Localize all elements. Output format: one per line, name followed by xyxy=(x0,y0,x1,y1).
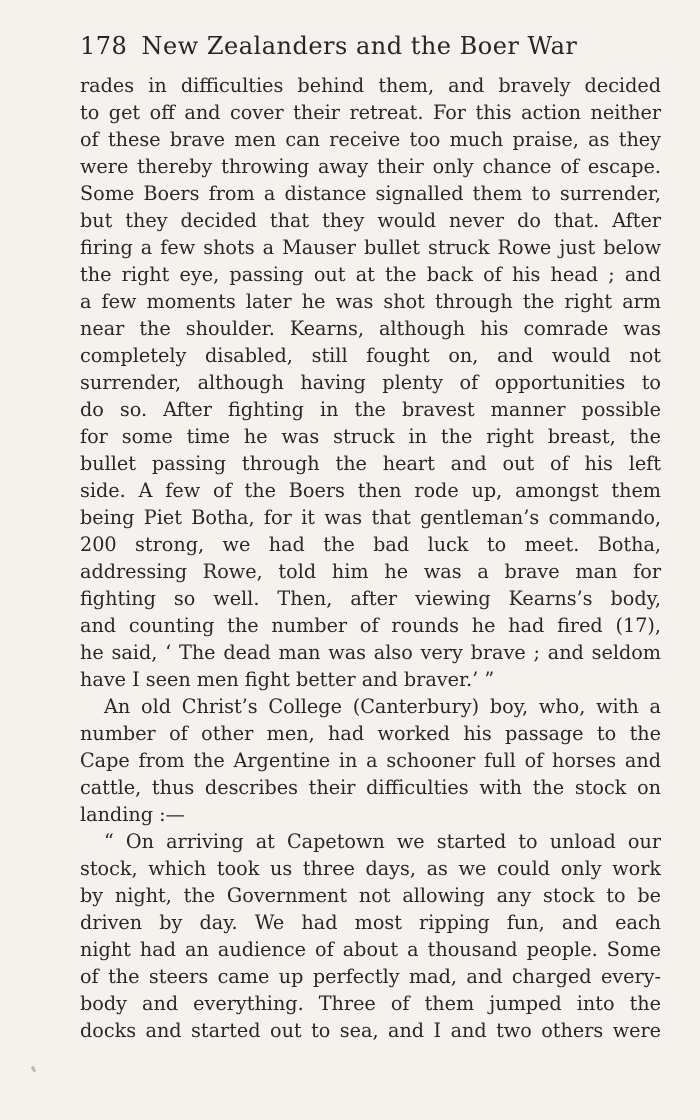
text-line: were thereby throwing away their only chance of escape. xyxy=(80,155,661,178)
text-line: by night, the Government not allowing any stock to be xyxy=(80,884,661,907)
text-line: he said, ‘ The dead man was also very brave ; and seldom xyxy=(80,641,661,664)
text-line: cattle, thus describes their difficulties with the stock on xyxy=(80,776,661,799)
text-line: a few moments later he was shot through the right arm xyxy=(80,290,661,313)
text-line: the right eye, passing out at the back of his head ; and xyxy=(80,263,661,286)
text-line: Some Boers from a distance signalled them to surrender, xyxy=(80,182,661,205)
body-text xyxy=(80,72,661,1044)
text-line: number of other men, had worked his passage to the xyxy=(80,722,661,745)
text-line: and counting the number of rounds he had fired (17), xyxy=(80,614,661,637)
text-line: firing a few shots a Mauser bullet struck Rowe just below xyxy=(80,236,661,259)
text-line: driven by day. We had most ripping fun, and each xyxy=(80,911,661,934)
running-head xyxy=(80,26,628,66)
text-line: body and everything. Three of them jumped into the xyxy=(80,992,661,1015)
text-line: bullet passing through the heart and out of his left xyxy=(80,452,661,475)
text-line: stock, which took us three days, as we could only work xyxy=(80,857,661,880)
text-line: do so. After fighting in the bravest manner possible xyxy=(80,398,661,421)
text-line: surrender, although having plenty of opportunities to xyxy=(80,371,661,394)
text-line: but they decided that they would never do that. After xyxy=(80,209,661,232)
text-line: of the steers came up perfectly mad, and charged every- xyxy=(80,965,661,988)
text-line: Cape from the Argentine in a schooner full of horses and xyxy=(80,749,661,772)
text-line: docks and started out to sea, and I and two others were xyxy=(80,1019,661,1042)
text-line: night had an audience of about a thousand people. Some xyxy=(80,938,661,961)
text-line: fighting so well. Then, after viewing Kearns’s body, xyxy=(80,587,661,610)
text-line-paragraph-end: have I seen men fight better and braver.’ ” xyxy=(80,668,495,691)
text-line: completely disabled, still fought on, and would not xyxy=(80,344,661,367)
text-line: side. A few of the Boers then rode up, amongst them xyxy=(80,479,661,502)
text-line: being Piet Botha, for it was that gentleman’s commando, xyxy=(80,506,661,529)
text-line: 200 strong, we had the bad luck to meet. Botha, xyxy=(80,533,661,556)
running-title: New Zealanders and the Boer War xyxy=(141,32,578,60)
text-line-paragraph-end: landing :— xyxy=(80,803,185,826)
text-line-paragraph-start: An old Christ’s College (Canterbury) boy, who, with a xyxy=(104,695,661,718)
page-number: 178 xyxy=(80,32,128,60)
text-line-paragraph-start: “ On arriving at Capetown we started to unload our xyxy=(104,830,661,853)
text-line: rades in difficulties behind them, and bravely decided xyxy=(80,74,661,97)
text-line: to get off and cover their retreat. For this action neither xyxy=(80,101,661,124)
text-line: near the shoulder. Kearns, although his comrade was xyxy=(80,317,661,340)
paper-speck xyxy=(31,1066,37,1073)
text-line: for some time he was struck in the right breast, the xyxy=(80,425,661,448)
text-line: of these brave men can receive too much praise, as they xyxy=(80,128,661,151)
text-line: addressing Rowe, told him he was a brave man for xyxy=(80,560,661,583)
